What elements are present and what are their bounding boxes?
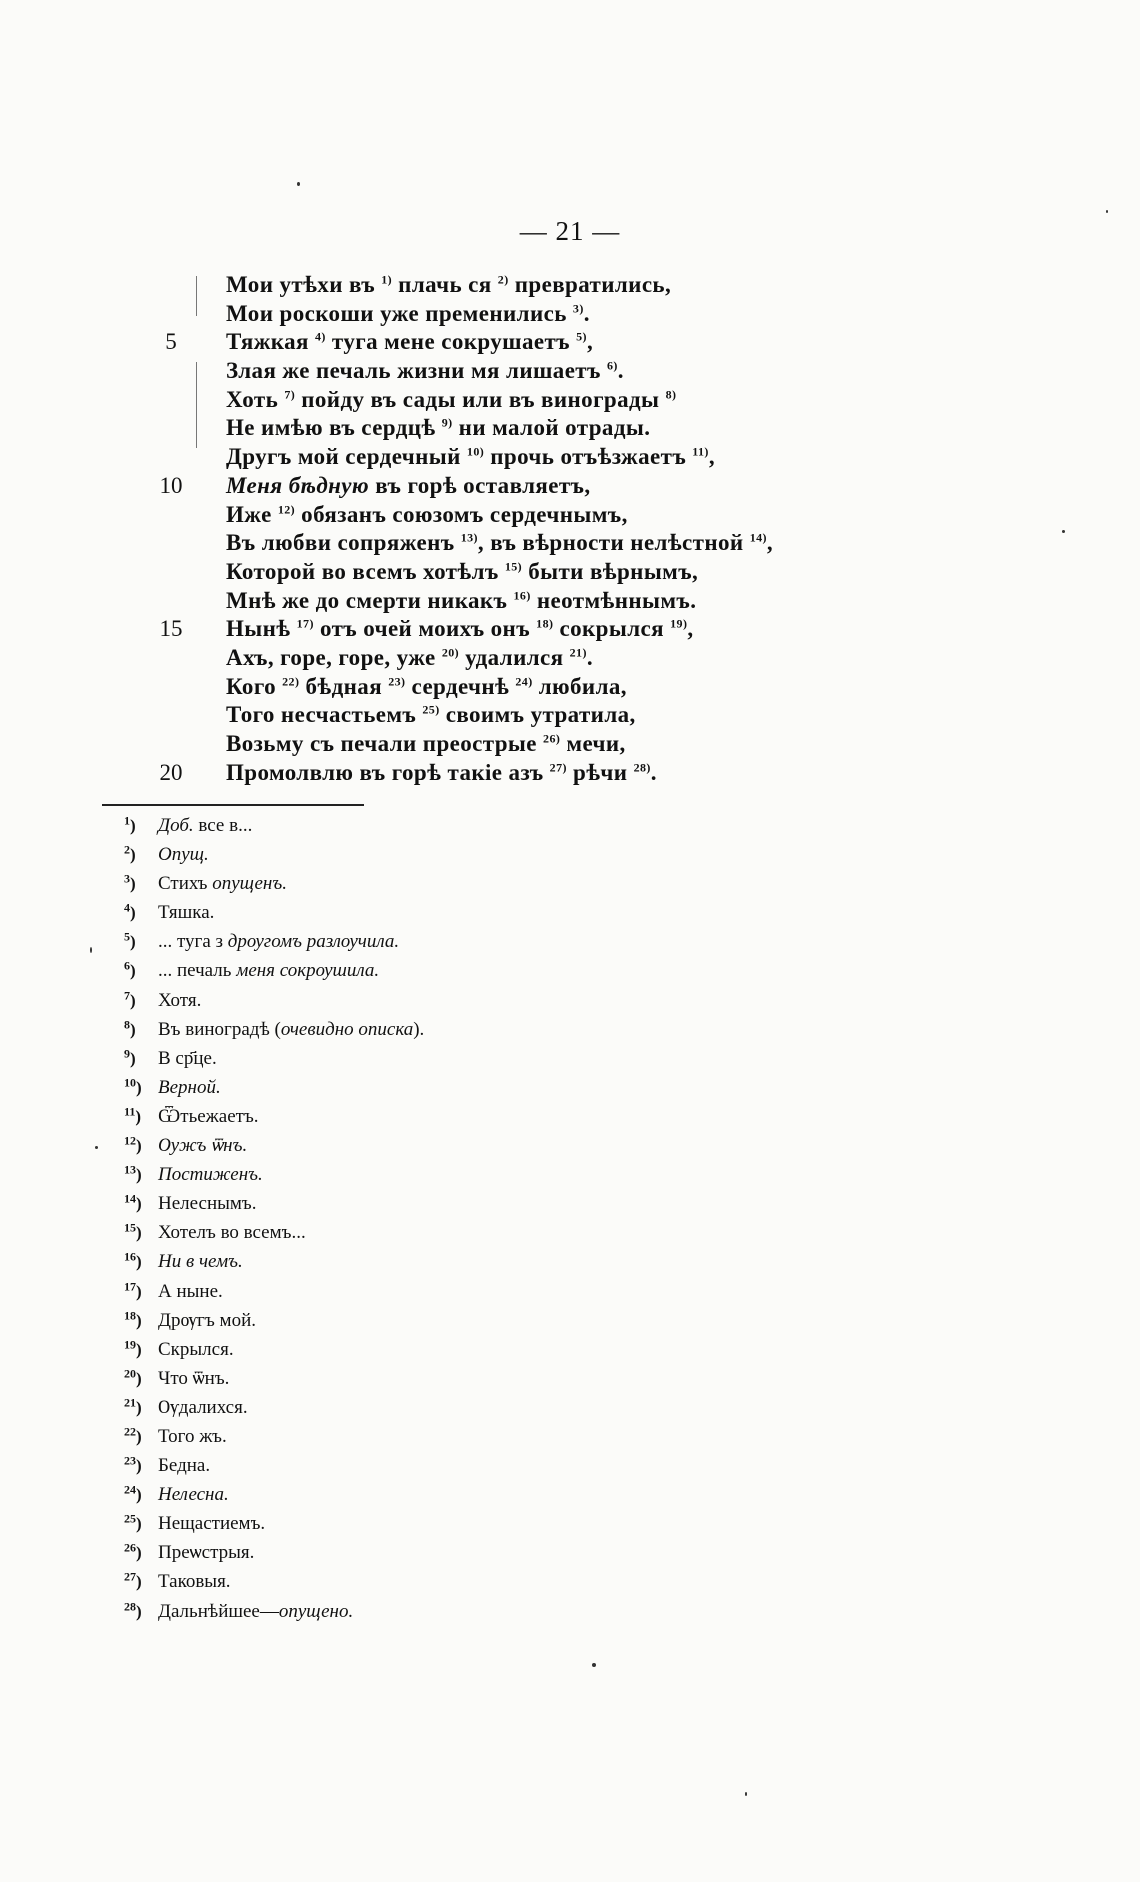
text-run: Въ виноградѣ ( — [158, 1018, 281, 1040]
note-ref: 27) — [549, 760, 567, 775]
footnote-text — [158, 1513, 265, 1534]
verse-text — [226, 559, 698, 585]
italic-text: опущенъ. — [212, 873, 287, 895]
footnote-text — [158, 1397, 248, 1418]
text-run: ... печаль — [158, 960, 237, 982]
footnote-text — [158, 1164, 263, 1185]
note-ref: 15) — [504, 559, 523, 574]
footnote-mark: $^{27}$) — [124, 1569, 142, 1592]
footnote-mark: $^{26}$) — [124, 1540, 142, 1563]
verse-text — [226, 588, 696, 614]
text-run: ни малой отрады. — [452, 415, 651, 441]
text-run: все в... — [193, 815, 253, 836]
text-run: Таковыя. — [158, 1571, 231, 1593]
note-ref: 14) — [749, 530, 767, 545]
verse-text — [226, 272, 671, 298]
footnote-mark: $^{10}$) — [124, 1075, 142, 1097]
footnote-mark: $^3$) — [124, 871, 136, 894]
text-run: мечи, — [560, 731, 626, 756]
text-run: пойду въ сады или въ винограды — [295, 386, 666, 412]
poem-body — [0, 272, 1140, 788]
verse-text — [226, 674, 627, 700]
footnote — [124, 1135, 824, 1164]
footnote-text — [158, 1542, 254, 1563]
text-run: своимъ утратила, — [439, 702, 636, 728]
footnote-mark: $^{28}$) — [124, 1598, 142, 1621]
text-run: Хотя. — [158, 989, 202, 1011]
footnote — [124, 1077, 824, 1106]
italic-text: Ѹжъ ѿнъ. — [158, 1135, 248, 1157]
text-run: Кого — [226, 673, 283, 699]
footnote-number: 11 — [124, 1104, 136, 1119]
text-run: ... туга з — [158, 931, 228, 953]
footnote-number: 28 — [124, 1598, 136, 1613]
note-ref: 6) — [606, 358, 618, 373]
text-run: Нелеснымъ. — [158, 1193, 257, 1215]
footnote-mark: $^{17}$) — [124, 1278, 142, 1301]
footnote — [124, 1307, 824, 1339]
text-run: прочь отъѣзжаетъ — [484, 444, 693, 470]
footnote-number: 16 — [124, 1249, 136, 1264]
footnote-number: 7 — [124, 987, 130, 1002]
footnote-mark: $^{14}$) — [124, 1191, 142, 1214]
footnote-text — [158, 1019, 424, 1040]
footnote-text — [158, 873, 287, 894]
footnote-text — [158, 960, 379, 981]
footnote-text — [158, 1571, 231, 1592]
note-ref: 5) — [576, 329, 587, 344]
italic-text: меня сокрѹшила. — [236, 960, 380, 982]
verse-text — [226, 530, 773, 556]
scan-speck — [90, 947, 92, 953]
footnote-text — [158, 1484, 229, 1505]
verse-text — [226, 760, 657, 786]
footnote — [124, 1368, 824, 1397]
verse-line — [0, 588, 1140, 617]
footnote-mark: $^{25}$) — [124, 1511, 142, 1534]
footnote — [124, 1048, 824, 1077]
verse-text — [226, 301, 590, 327]
text-run: Тяжкая — [226, 329, 315, 355]
note-ref: 28) — [633, 760, 651, 775]
footnote-number: 8 — [124, 1017, 130, 1031]
italic-text: Доб. — [158, 815, 194, 836]
footnote-mark: $^{23}$) — [124, 1453, 142, 1476]
footnote-text — [158, 1106, 259, 1127]
scan-speck — [1106, 210, 1108, 213]
note-ref: 8) — [665, 387, 677, 402]
footnote-text — [158, 1077, 221, 1098]
note-ref: 23) — [388, 673, 406, 688]
note-ref: 16) — [513, 587, 531, 602]
footnote-text — [158, 1251, 243, 1272]
footnote-number: 15 — [124, 1220, 136, 1235]
footnote-number: 12 — [124, 1133, 136, 1148]
text-run: въ горѣ оставляетъ, — [369, 472, 591, 498]
note-ref: 19) — [670, 616, 688, 631]
text-run: любила, — [532, 673, 627, 699]
footnote — [124, 1106, 824, 1135]
text-run: Промолвлю въ горѣ такіе азъ — [226, 759, 550, 785]
footnote-text — [158, 902, 214, 923]
verse-line — [0, 358, 1140, 387]
verse-text — [226, 502, 628, 528]
footnote — [124, 1598, 824, 1630]
footnote — [124, 987, 824, 1019]
verse-text — [226, 415, 650, 441]
footnote-text — [158, 844, 209, 865]
text-run: , — [708, 444, 715, 470]
text-run: , — [687, 616, 694, 642]
text-run: Преѡстрыя. — [158, 1542, 255, 1564]
verse-text — [226, 358, 624, 384]
verse-line — [0, 702, 1140, 731]
footnote-mark: $^8$) — [124, 1017, 136, 1039]
footnote-mark: $^{22}$) — [124, 1424, 142, 1446]
footnote-number: 6 — [124, 958, 130, 973]
text-run: . — [586, 644, 593, 670]
text-run: ). — [413, 1018, 425, 1040]
footnote — [124, 1542, 824, 1571]
footnote — [124, 1193, 824, 1222]
footnote — [124, 1571, 824, 1600]
verse-line — [0, 329, 1140, 358]
text-run: Ѿтьежаетъ. — [158, 1105, 259, 1127]
text-run: Возьму съ печали преострые — [226, 731, 544, 756]
footnote — [124, 902, 824, 931]
text-run: обязанъ союзомъ сердечнымъ, — [295, 501, 628, 527]
footnote-text — [158, 1339, 234, 1360]
text-run: Стихъ — [158, 873, 213, 895]
footnote — [124, 1513, 824, 1542]
footnote-mark: $^{20}$) — [124, 1366, 142, 1388]
note-ref: 17) — [296, 616, 314, 631]
text-run: быти вѣрнымъ, — [522, 558, 699, 584]
text-run: Ахъ, горе, горе, уже — [226, 644, 442, 670]
footnote-number: 26 — [124, 1540, 136, 1555]
text-run: Которой во всемъ хотѣлъ — [226, 558, 505, 584]
footnote — [124, 844, 824, 873]
verse-line — [0, 502, 1140, 531]
text-run: Въ любви сопряженъ — [226, 530, 461, 556]
line-number: 5 — [165, 329, 177, 355]
text-run: сердечнѣ — [405, 673, 516, 699]
footnote-mark: $^{11}$) — [124, 1104, 142, 1126]
footnote-number: 27 — [124, 1569, 136, 1584]
text-run: Того жъ. — [158, 1425, 227, 1447]
verse-line — [0, 674, 1140, 703]
footnote-mark: $^{12}$) — [124, 1133, 142, 1156]
verse-line — [0, 387, 1140, 416]
verse-line — [0, 301, 1140, 330]
text-run: Бедна. — [158, 1455, 211, 1477]
footnote — [124, 815, 824, 844]
note-ref: 2) — [497, 272, 509, 287]
footnote-mark: $^{16}$) — [124, 1249, 142, 1272]
footnote-mark: $^{15}$) — [124, 1220, 142, 1243]
line-number: 20 — [159, 759, 183, 785]
line-number: 10 — [159, 472, 183, 498]
footnote — [124, 1251, 824, 1280]
footnote — [124, 931, 824, 960]
footnote-mark: $^{18}$) — [124, 1307, 142, 1330]
verse-line — [0, 272, 1140, 301]
text-run: Мои утѣхи въ — [226, 272, 382, 297]
verse-text — [226, 444, 715, 470]
footnote — [124, 1278, 824, 1310]
footnote-number: 19 — [124, 1337, 136, 1352]
note-ref: 9) — [441, 415, 453, 430]
text-run: Хотелъ во всемъ... — [158, 1222, 306, 1244]
italic-text: опущено. — [278, 1600, 354, 1622]
verse-line — [0, 415, 1140, 444]
line-number: 15 — [159, 616, 183, 642]
text-run: Нынѣ — [226, 616, 297, 642]
scan-speck — [1062, 530, 1065, 533]
italic-text: Ни в чемъ. — [158, 1251, 243, 1273]
footnote-rule — [102, 804, 364, 806]
verse-line — [0, 760, 1140, 789]
footnote-number: 4 — [124, 900, 130, 915]
footnote-number: 22 — [124, 1424, 136, 1439]
scan-speck — [297, 182, 300, 186]
footnote-number: 5 — [124, 929, 130, 944]
verse-line — [0, 645, 1140, 674]
footnote — [124, 1484, 824, 1513]
footnote-number: 1 — [124, 813, 130, 828]
text-run: Тяшка. — [158, 902, 215, 924]
footnote-number: 9 — [124, 1046, 130, 1061]
text-run: Другъ мой сердечный — [226, 444, 467, 470]
note-ref: 22) — [282, 673, 300, 688]
footnote — [124, 1222, 824, 1251]
footnote-number: 13 — [124, 1162, 136, 1177]
text-run: туга мене сокрушаетъ — [325, 329, 577, 355]
italic-text: Нелесна. — [158, 1484, 229, 1506]
footnote-text — [158, 1368, 229, 1389]
footnote — [124, 1397, 824, 1426]
footnote-mark: $^{19}$) — [124, 1337, 142, 1359]
text-run: . — [583, 300, 590, 326]
scan-speck — [745, 1792, 747, 1796]
footnote-text — [158, 1426, 227, 1447]
verse-line — [0, 473, 1140, 502]
text-run: . — [650, 759, 657, 785]
footnote-number: 2 — [124, 842, 130, 857]
text-run: неотмѣннымъ. — [530, 587, 697, 613]
footnotes-list — [124, 815, 824, 1630]
verse-text — [226, 329, 593, 355]
text-run: , — [766, 530, 774, 556]
scan-speck — [592, 1663, 596, 1667]
footnote-text — [158, 931, 399, 952]
note-ref: 13) — [460, 530, 478, 545]
text-run: Того несчастьемъ — [226, 702, 423, 728]
note-ref: 11) — [692, 444, 709, 459]
text-run: Что ѿнъ. — [158, 1367, 230, 1389]
footnote-number: 24 — [124, 1482, 136, 1497]
footnote — [124, 1019, 824, 1048]
italic-text: дрѹгомъ разлѹчила. — [227, 931, 400, 953]
text-run: Злая же печаль жизни мя лишаетъ — [226, 358, 607, 384]
verse-line — [0, 530, 1140, 559]
note-ref: 18) — [536, 616, 554, 631]
footnote-text — [158, 1193, 257, 1214]
text-run: удалился — [459, 644, 570, 670]
verse-text — [226, 645, 593, 671]
note-ref: 1) — [381, 272, 393, 287]
note-ref: 26) — [543, 731, 561, 746]
verse-text — [226, 731, 626, 757]
footnote-number: 14 — [124, 1191, 136, 1206]
italic-text: Опущ. — [158, 844, 209, 866]
footnote-mark: $^2$) — [124, 842, 136, 865]
footnote-text — [158, 1310, 256, 1331]
footnote-mark: $^4$) — [124, 900, 136, 923]
note-ref: 10) — [466, 444, 485, 459]
text-run: . — [617, 358, 624, 384]
text-run: Ѹдалихся. — [158, 1396, 248, 1418]
text-run: Хоть — [226, 386, 285, 412]
verse-text — [226, 616, 694, 642]
text-run: В ср҃це. — [158, 1047, 217, 1069]
footnote — [124, 960, 824, 989]
verse-text — [226, 387, 676, 413]
footnote-text — [158, 990, 201, 1011]
note-ref: 21) — [569, 645, 587, 660]
footnote-number: 3 — [124, 871, 130, 886]
italic-text: Постиженъ. — [158, 1164, 263, 1186]
verse-text — [226, 473, 591, 499]
text-run: бѣдная — [299, 673, 389, 699]
footnote — [124, 1426, 824, 1455]
verse-line — [0, 444, 1140, 473]
note-ref: 24) — [515, 673, 533, 688]
footnote — [124, 873, 824, 902]
footnote-mark: $^9$) — [124, 1046, 136, 1068]
footnote-mark: $^{24}$) — [124, 1482, 142, 1505]
note-ref: 12) — [277, 501, 296, 516]
footnote-number: 20 — [124, 1366, 136, 1381]
italic-text: очевидно описка — [280, 1018, 414, 1040]
footnote-number: 25 — [124, 1511, 136, 1526]
footnote-mark: $^5$) — [124, 929, 136, 952]
text-run: Мнѣ же до смерти никакъ — [226, 587, 514, 613]
footnote-mark: $^{21}$) — [124, 1395, 142, 1417]
note-ref: 4) — [314, 329, 326, 344]
note-ref: 20) — [441, 645, 460, 660]
page-number: — 21 — — [519, 216, 621, 246]
scan-speck — [95, 1146, 98, 1149]
text-run: Не имѣю въ сердцѣ — [226, 415, 442, 441]
text-run: Мои роскоши уже пременились — [226, 300, 573, 326]
verse-line — [0, 616, 1140, 645]
footnote-number: 17 — [124, 1278, 136, 1293]
footnote-mark: $^1$) — [124, 813, 136, 835]
text-run: Дрѹгъ мой. — [158, 1309, 256, 1331]
footnote-number: 10 — [124, 1075, 136, 1090]
footnote-number: 23 — [124, 1453, 136, 1468]
footnote-number: 21 — [124, 1395, 136, 1410]
text-run: Нещастиемъ. — [158, 1513, 266, 1535]
text-run: рѣчи — [566, 759, 634, 785]
footnote-mark: $^{13}$) — [124, 1162, 142, 1185]
text-run: превратились, — [508, 272, 672, 297]
footnote-text — [158, 1455, 210, 1476]
footnote-mark: $^7$) — [124, 987, 136, 1010]
italic-text: Верной. — [158, 1076, 221, 1098]
footnote-text — [158, 1135, 247, 1156]
footnote — [124, 1164, 824, 1193]
text-run: плачь ся — [392, 272, 498, 297]
footnote-text — [158, 815, 252, 836]
verse-line — [0, 559, 1140, 588]
footnote-text — [158, 1601, 353, 1622]
text-run: Иже — [226, 501, 278, 527]
text-run: Дальнѣйшее— — [158, 1600, 279, 1622]
text-run: Скрылся. — [158, 1338, 234, 1360]
text-run: отъ очей моихъ онъ — [313, 616, 537, 642]
text-run: сокрылся — [553, 616, 671, 642]
text-run: А ныне. — [158, 1280, 223, 1302]
note-ref: 3) — [572, 301, 584, 316]
text-run: , — [586, 329, 594, 355]
footnote-text — [158, 1048, 217, 1069]
text-run: , въ вѣрности нелѣстной — [477, 530, 750, 556]
italic-text: Меня бѣдную — [226, 472, 370, 498]
note-ref: 7) — [284, 387, 296, 402]
note-ref: 25) — [422, 702, 440, 717]
footnote — [124, 1339, 824, 1368]
verse-line — [0, 731, 1140, 760]
footnote-text — [158, 1281, 223, 1302]
footnote-mark: $^6$) — [124, 958, 136, 981]
footnote — [124, 1455, 824, 1484]
verse-text — [226, 702, 636, 728]
footnote-number: 18 — [124, 1307, 136, 1322]
footnote-text — [158, 1222, 306, 1243]
